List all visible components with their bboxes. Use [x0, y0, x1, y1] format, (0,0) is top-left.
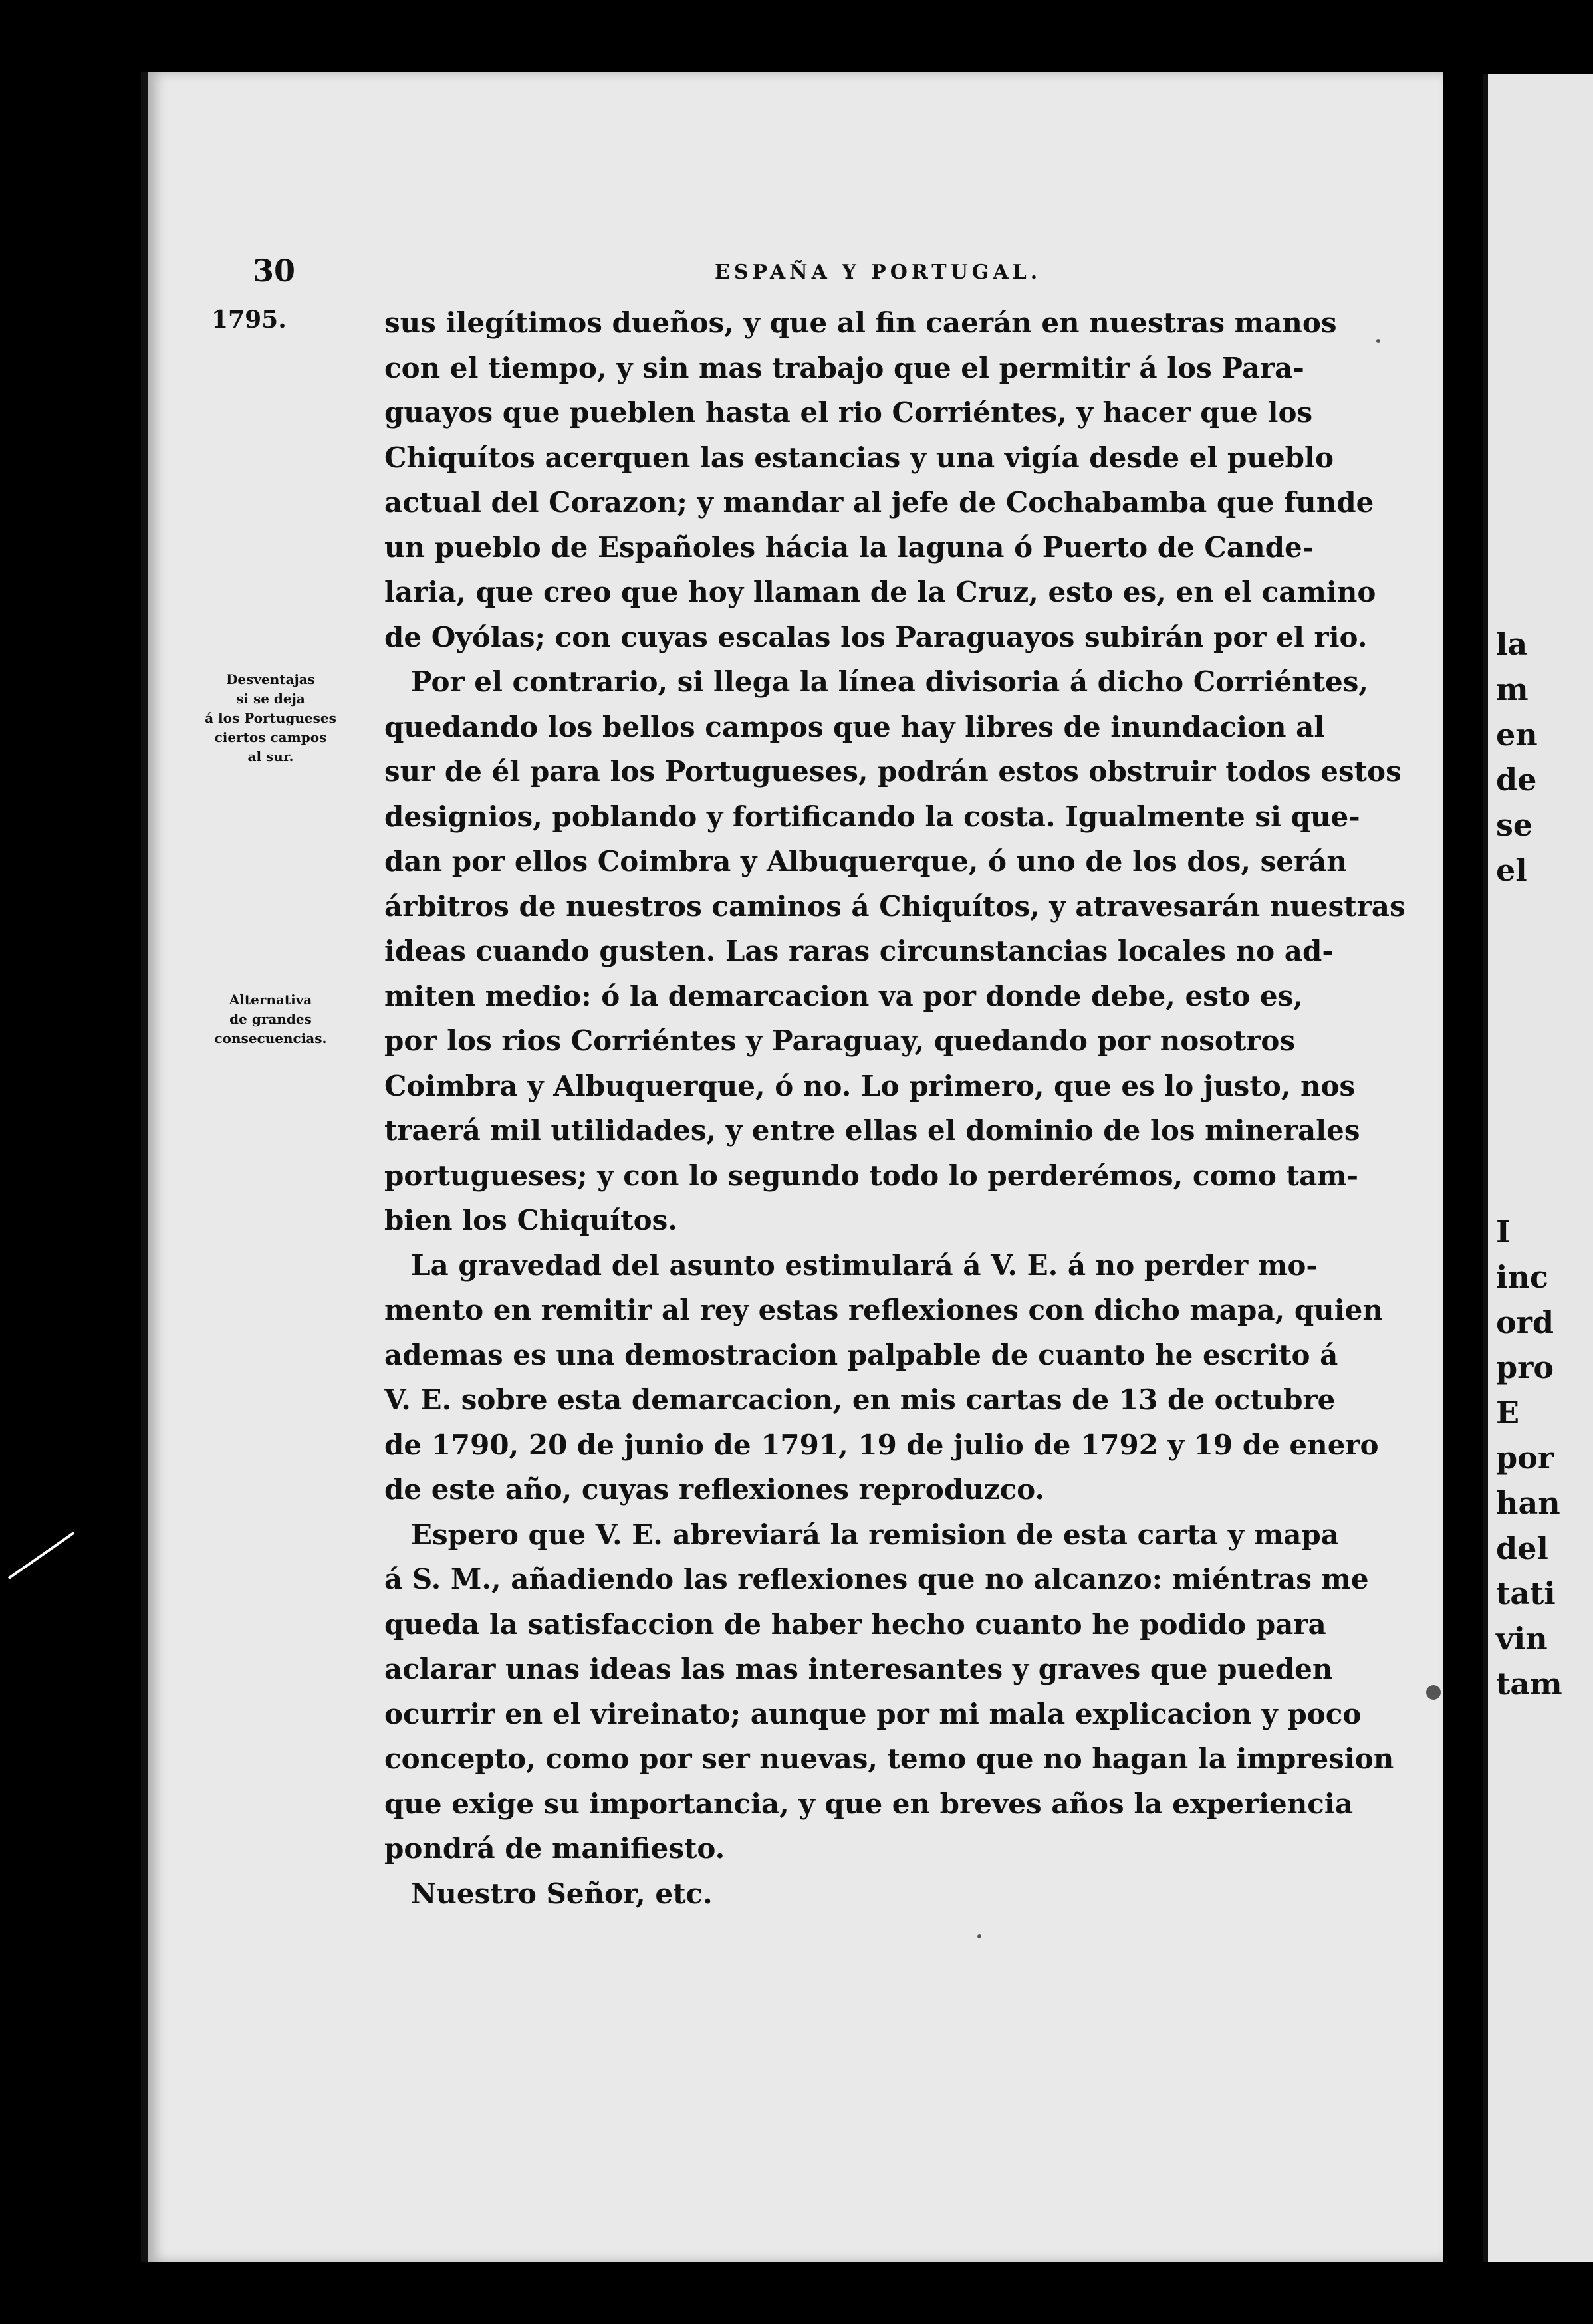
text-line: un pueblo de Españoles hácia la laguna ó Puerto de Cande- [384, 530, 1314, 564]
text-line: La gravedad del asunto estimulará á V. E. á no perder mo- [411, 1248, 1318, 1282]
margin-year: 1795. [211, 306, 287, 334]
ink-spot [1376, 339, 1380, 343]
text-line: aclarar unas ideas las mas interesantes y graves que pueden [384, 1653, 1333, 1685]
adjacent-page-fragment: ord [1496, 1304, 1554, 1340]
text-line: queda la satisfaccion de haber hecho cuanto he podido para [384, 1607, 1326, 1641]
text-line: por los rios Corriéntes y Paraguay, quedando por nosotros [384, 1024, 1296, 1057]
adjacent-page-fragment: m [1496, 671, 1529, 707]
text-line: ademas es una demostracion palpable de cuanto he escrito á [384, 1338, 1338, 1371]
text-line: de Oyólas; con cuyas escalas los Paraguayos subirán por el rio. [384, 620, 1368, 653]
text-line: sur de él para los Portugueses, podrán estos obstruir todos estos [384, 755, 1402, 788]
adjacent-page-fragment: I [1496, 1214, 1511, 1250]
text-line: quedando los bellos campos que hay libres de inundacion al [384, 710, 1325, 743]
adjacent-page-fragment: E [1496, 1395, 1520, 1431]
header-title: ESPAÑA Y PORTUGAL. [715, 261, 1042, 284]
margin-note-line: consecuencias. [214, 1030, 327, 1046]
adjacent-page-fragment: del [1496, 1530, 1548, 1566]
adjacent-page-fragment: tati [1496, 1575, 1556, 1611]
adjacent-page-fragment: la [1496, 626, 1528, 662]
adjacent-page-fragment: por [1496, 1440, 1554, 1476]
page-number: 30 [253, 253, 296, 289]
text-line: portugueses; y con lo segundo todo lo perderémos, como tam- [384, 1159, 1359, 1192]
text-line: miten medio: ó la demarcacion va por donde debe, esto es, [384, 979, 1303, 1012]
adjacent-page-fragment: tam [1496, 1666, 1562, 1702]
margin-note-line: ciertos campos [214, 729, 327, 745]
margin-note [187, 990, 354, 1048]
text-line: Coimbra y Albuquerque, ó no. Lo primero, que es lo justo, nos [384, 1069, 1356, 1102]
margin-note-line: Alternativa [229, 992, 312, 1008]
adjacent-page-fragment: se [1496, 807, 1533, 843]
running-head [253, 253, 1290, 292]
text-line: árbitros de nuestros caminos á Chiquítos, y atravesarán nuestras [384, 889, 1406, 923]
text-line: dan por ellos Coimbra y Albuquerque, ó uno de los dos, serán [384, 845, 1347, 877]
text-line: ocurrir en el vireinato; aunque por mi mala explicacion y poco [384, 1697, 1362, 1730]
text-line: actual del Corazon; y mandar al jefe de Cochabamba que funde [384, 486, 1374, 519]
scan-streak [8, 1532, 75, 1579]
text-line: Por el contrario, si llega la línea divisoria á dicho Corriéntes, [411, 665, 1369, 698]
text-line: Nuestro Señor, etc. [411, 1877, 713, 1910]
text-line: de 1790, 20 de junio de 1791, 19 de julio de 1792 y 19 de enero [384, 1428, 1379, 1461]
text-line: sus ilegítimos dueños, y que al fin caerán en nuestras manos [384, 306, 1337, 339]
text-line: Chiquítos acerquen las estancias y una vigía desde el pueblo [384, 441, 1334, 474]
text-line: bien los Chiquítos. [384, 1204, 677, 1236]
adjacent-page-fragment: han [1496, 1485, 1560, 1521]
margin-note-line: Desventajas [226, 671, 315, 687]
ink-spot [1426, 1685, 1441, 1700]
adjacent-page-fragment: vin [1496, 1621, 1548, 1657]
margin-note [187, 670, 354, 766]
adjacent-page-fragment: el [1496, 852, 1527, 888]
text-line: de este año, cuyas reflexiones reproduzco. [384, 1473, 1045, 1506]
text-line: Espero que V. E. abreviará la remision de esta carta y mapa [411, 1518, 1340, 1551]
margin-note-line: á los Portugueses [205, 710, 336, 726]
margin-note-line: si se deja [236, 691, 305, 707]
text-line: á S. M., añadiendo las reflexiones que no alcanzo: miéntras me [384, 1563, 1369, 1595]
ink-spot [977, 1934, 981, 1938]
adjacent-page-fragment: de [1496, 762, 1537, 798]
adjacent-page-fragment: pro [1496, 1349, 1554, 1385]
text-line: con el tiempo, y sin mas trabajo que el permitir á los Para- [384, 351, 1304, 384]
text-line: mento en remitir al rey estas reflexiones con dicho mapa, quien [384, 1294, 1383, 1326]
text-line: que exige su importancia, y que en breves años la experiencia [384, 1787, 1354, 1820]
text-line: laria, que creo que hoy llaman de la Cruz, esto es, en el camino [384, 576, 1376, 608]
margin-note-line: al sur. [247, 749, 294, 764]
margin-note-line: de grandes [229, 1011, 312, 1027]
text-line: ideas cuando gusten. Las raras circunstancias locales no ad- [384, 935, 1334, 967]
body-text [384, 300, 1406, 1916]
adjacent-page-strip [1483, 74, 1593, 2262]
text-line: guayos que pueblen hasta el rio Corriéntes, y hacer que los [384, 396, 1313, 429]
adjacent-page-fragment: inc [1496, 1259, 1548, 1295]
text-line: pondrá de manifiesto. [384, 1832, 725, 1865]
text-line: traerá mil utilidades, y entre ellas el dominio de los minerales [384, 1114, 1360, 1147]
adjacent-page-fragment: en [1496, 717, 1538, 753]
text-line: designios, poblando y fortificando la costa. Igualmente si que- [384, 800, 1360, 833]
text-line: V. E. sobre esta demarcacion, en mis cartas de 13 de octubre [384, 1383, 1336, 1416]
text-line: concepto, como por ser nuevas, temo que no hagan la impresion [384, 1742, 1394, 1775]
